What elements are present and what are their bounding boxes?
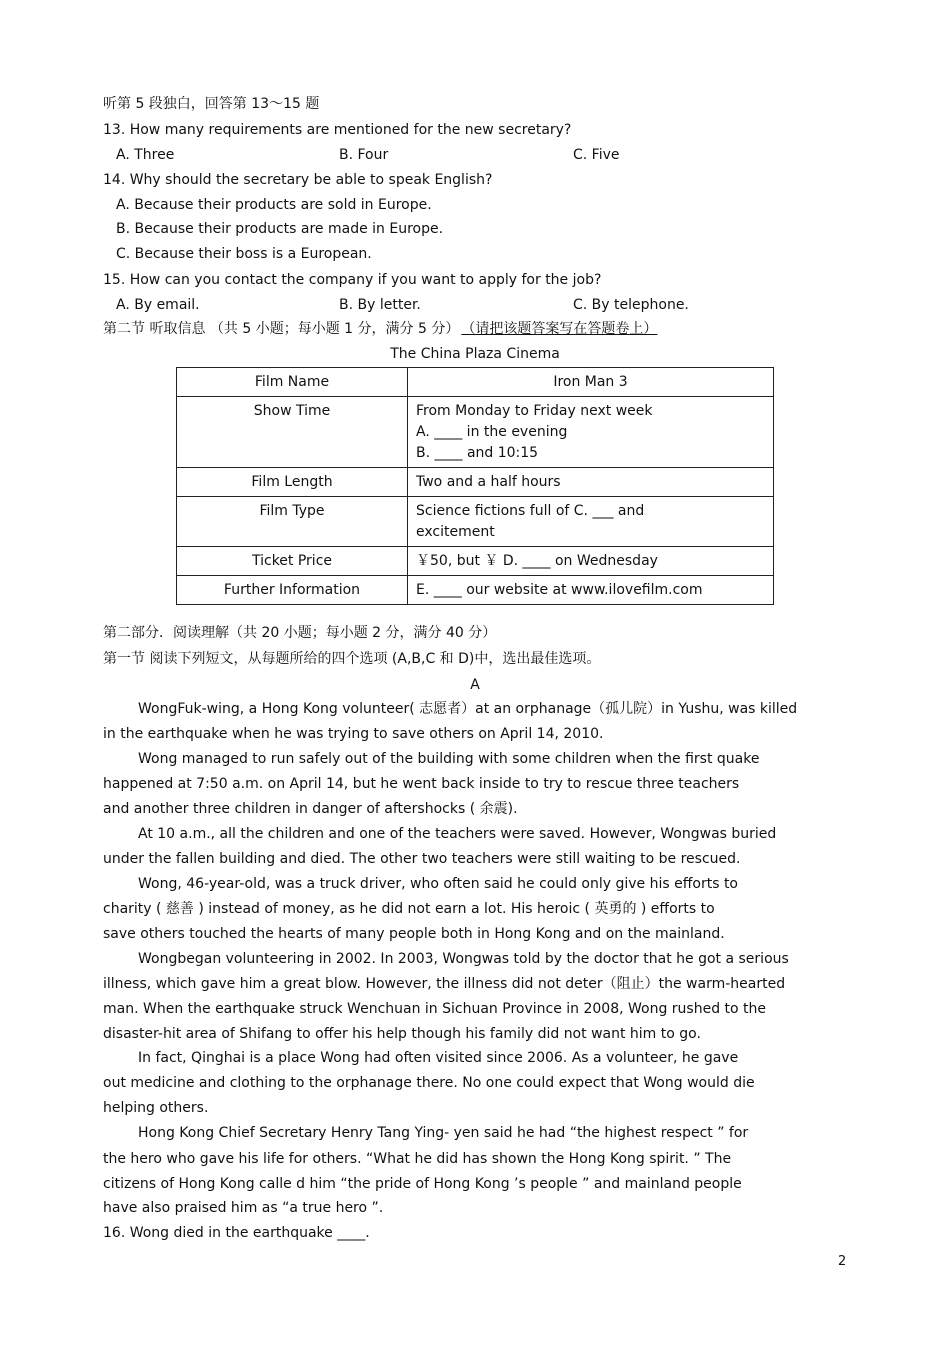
passage-line: WongFuk-wing, a Hong Kong volunteer( 志愿者）at an orphanage（孤儿院）in Yushu, was killed [138,701,798,717]
q13-option-a: A. Three [116,147,175,163]
passage-line: out medicine and clothing to the orphanage there. No one could expect that Wong would die [103,1075,755,1091]
cinema-row-value-line: Iron Man 3 [553,374,628,390]
q14-option-b: B. Because their products are made in Europe. [116,221,444,237]
cinema-row [177,397,774,468]
cinema-row-label: Film Length [177,468,408,497]
cinema-row-value [408,576,774,605]
q15-option-a: A. By email. [116,297,200,313]
cinema-row-value-line: Science fictions full of C. ___ and [416,503,645,519]
passage-line: charity ( 慈善 ) instead of money, as he did not earn a lot. His heroic ( 英勇的 ) efforts to [103,901,715,917]
passage-line: under the fallen building and died. The other two teachers were still waiting to be rescued. [103,851,741,867]
part2-heading-text: 第二节 听取信息 （共 5 小题；每小题 1 分，满分 5 分） [103,321,460,337]
cinema-row-value [408,397,774,468]
cinema-table [176,367,774,605]
cinema-row [177,368,774,397]
cinema-row-value [408,547,774,576]
passage-line: Wong, 46-year-old, was a truck driver, who often said he could only give his efforts to [138,876,738,892]
cinema-row [177,547,774,576]
cinema-row-label: Further Information [177,576,408,605]
cinema-row-value-line: ￥50, but ￥ D. ____ on Wednesday [416,553,658,569]
cinema-row-value-line: From Monday to Friday next week [416,403,653,419]
cinema-row-value [408,368,774,397]
part2-note: （请把该题答案写在答题卷上） [461,321,658,337]
cinema-row [177,497,774,547]
q13-question: 13. How many requirements are mentioned for the new secretary? [103,122,572,138]
cinema-row-label: Film Type [177,497,408,547]
page-number: 2 [838,1254,847,1269]
q14-option-c: C. Because their boss is a European. [116,246,372,262]
passage-line: citizens of Hong Kong calle d him “the pride of Hong Kong ’s people ” and mainland people [103,1176,742,1192]
cinema-row-value-line: E. ____ our website at www.ilovefilm.com [416,582,703,598]
cinema-row-label: Show Time [177,397,408,468]
cinema-row-value-line: excitement [416,524,495,540]
passage-line: At 10 a.m., all the children and one of the teachers were saved. However, Wongwas buried [138,826,777,842]
passage-line: in the earthquake when he was trying to save others on April 14, 2010. [103,726,604,742]
section5-intro: 听第 5 段独白，回答第 13～15 题 [103,96,320,112]
passage-line: happened at 7:50 a.m. on April 14, but he went back inside to try to rescue three teachers [103,776,740,792]
passage-line: disaster-hit area of Shifang to offer his help though his family did not want him to go. [103,1026,701,1042]
reading-part-heading: 第二部分．阅读理解（共 20 小题；每小题 2 分，满分 40 分） [103,625,497,641]
cinema-row [177,468,774,497]
passage-line: Wong managed to run safely out of the building with some children when the first quake [138,751,760,767]
cinema-row-value [408,468,774,497]
passage-line: man. When the earthquake struck Wenchuan in Sichuan Province in 2008, Wong rushed to the [103,1001,767,1017]
reading-section1-heading: 第一节 阅读下列短文，从每题所给的四个选项 (A,B,C 和 D)中，选出最佳选项。 [103,651,601,667]
q15-option-b: B. By letter. [339,297,421,313]
passage-line: helping others. [103,1100,209,1116]
q14-option-a: A. Because their products are sold in Europe. [116,197,432,213]
q16-question: 16. Wong died in the earthquake ____. [103,1225,370,1241]
cinema-row-value-line: B. ____ and 10:15 [416,445,539,461]
q14-question: 14. Why should the secretary be able to speak English? [103,172,493,188]
passage-line: and another three children in danger of aftershocks ( 余震). [103,801,518,817]
passage-line: save others touched the hearts of many people both in Hong Kong and on the mainland. [103,926,725,942]
passage-line: illness, which gave him a great blow. However, the illness did not deter（阻止）the warm-hearted [103,976,786,992]
passage-line: In fact, Qinghai is a place Wong had often visited since 2006. As a volunteer, he gave [138,1050,739,1066]
cinema-row [177,576,774,605]
q13-option-c: C. Five [573,147,620,163]
passage-line: Wongbegan volunteering in 2002. In 2003, Wongwas told by the doctor that he got a serious [138,951,789,967]
cinema-row-label: Film Name [177,368,408,397]
cinema-row-value-line: Two and a half hours [416,474,561,490]
passage-line: the hero who gave his life for others. “What he did has shown the Hong Kong spirit. ” The [103,1151,732,1167]
q13-option-b: B. Four [339,147,389,163]
cinema-row-value-line: A. ____ in the evening [416,424,568,440]
cinema-title: The China Plaza Cinema [390,346,560,362]
passage-line: Hong Kong Chief Secretary Henry Tang Ying- yen said he had “the highest respect ” for [138,1125,749,1141]
cinema-row-label: Ticket Price [177,547,408,576]
q15-option-c: C. By telephone. [573,297,689,313]
passage-label: A [470,677,480,693]
passage-line: have also praised him as “a true hero ”. [103,1200,384,1216]
q15-question: 15. How can you contact the company if you want to apply for the job? [103,272,602,288]
part2-heading [103,319,843,339]
cinema-row-value [408,497,774,547]
